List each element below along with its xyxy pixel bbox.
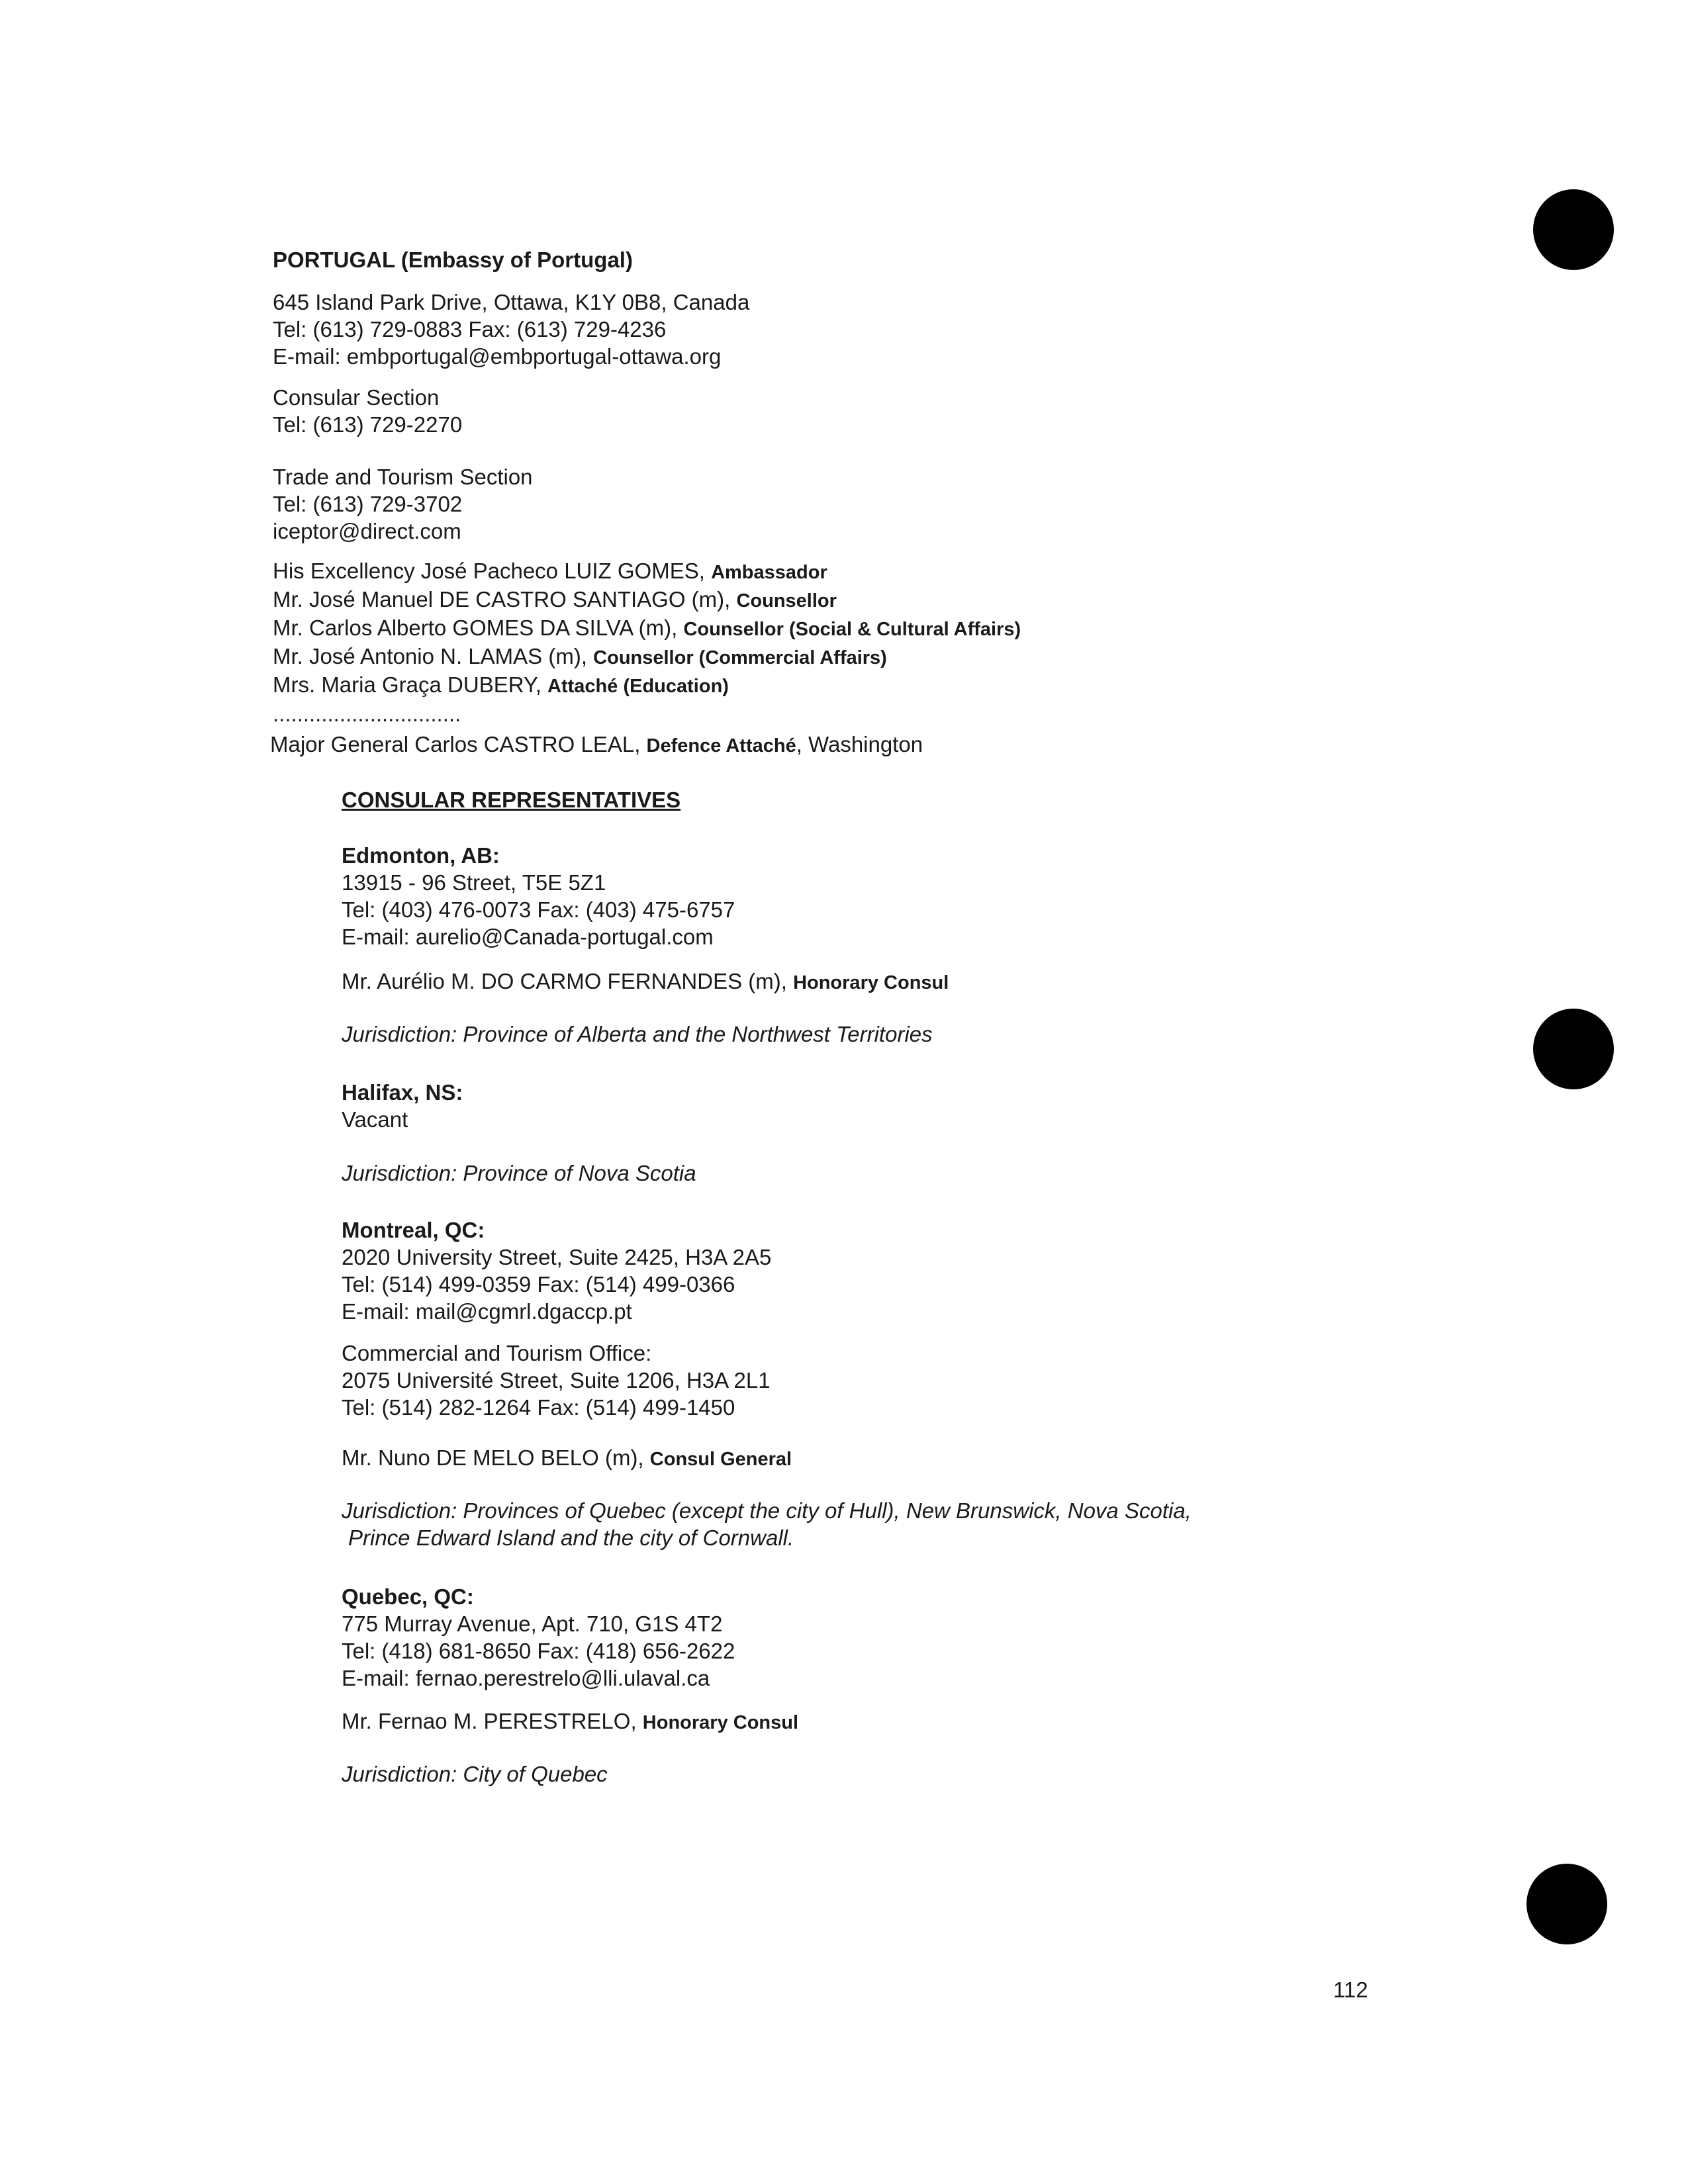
montreal-office xyxy=(342,1340,771,1421)
consul-role: Honorary Consul xyxy=(793,972,949,993)
montreal-address: 2020 University Street, Suite 2425, H3A 2A5 xyxy=(342,1245,772,1269)
embassy-tel-fax: Tel: (613) 729-0883 Fax: (613) 729-4236 xyxy=(273,317,667,341)
trade-section-email: iceptor@direct.com xyxy=(273,519,461,543)
montreal-jurisdiction-line-1: Jurisdiction: Provinces of Quebec (except the city of Hull), New Brunswick, Nova Scotia, xyxy=(342,1498,1192,1523)
trade-section xyxy=(273,463,533,545)
staff-entry xyxy=(273,557,1021,586)
montreal-email: E-mail: mail@cgmrl.dgaccp.pt xyxy=(342,1299,632,1324)
consular-section xyxy=(273,384,462,438)
defence-suffix: , Washington xyxy=(796,732,923,756)
quebec-tel-fax: Tel: (418) 681-8650 Fax: (418) 656-2622 xyxy=(342,1639,735,1663)
halifax-status: Vacant xyxy=(342,1107,408,1132)
staff-title: Ambassador xyxy=(711,562,827,583)
embassy-staff-list xyxy=(273,557,1021,727)
montreal-city: Montreal, QC: xyxy=(342,1218,485,1242)
halifax-block xyxy=(342,1079,463,1133)
staff-entry xyxy=(273,643,1021,672)
consul-role: Honorary Consul xyxy=(642,1712,799,1733)
montreal-jurisdiction-line-2: Prince Edward Island and the city of Cornwall. xyxy=(348,1525,794,1550)
quebec-consul xyxy=(342,1707,798,1737)
embassy-contact xyxy=(273,289,749,370)
quebec-city: Quebec, QC: xyxy=(342,1584,474,1609)
consular-section-tel: Tel: (613) 729-2270 xyxy=(273,412,463,437)
staff-name: Mr. José Manuel DE CASTRO SANTIAGO (m), xyxy=(273,587,737,612)
montreal-block xyxy=(342,1216,771,1325)
staff-name: Mr. José Antonio N. LAMAS (m), xyxy=(273,644,594,668)
staff-name: His Excellency José Pacheco LUIZ GOMES, xyxy=(273,559,712,583)
staff-entry xyxy=(273,614,1021,643)
edmonton-block xyxy=(342,842,735,950)
staff-entry xyxy=(273,671,1021,700)
edmonton-address: 13915 - 96 Street, T5E 5Z1 xyxy=(342,870,606,895)
quebec-address: 775 Murray Avenue, Apt. 710, G1S 4T2 xyxy=(342,1612,723,1636)
consul-role: Consul General xyxy=(649,1449,792,1470)
edmonton-city: Edmonton, AB: xyxy=(342,843,500,868)
staff-title: Counsellor (Social & Cultural Affairs) xyxy=(683,619,1021,640)
edmonton-consul xyxy=(342,968,949,997)
trade-section-label: Trade and Tourism Section xyxy=(273,465,533,489)
edmonton-email: E-mail: aurelio@Canada-portugal.com xyxy=(342,925,714,949)
montreal-consul xyxy=(342,1444,792,1473)
trade-section-tel: Tel: (613) 729-3702 xyxy=(273,492,463,516)
edmonton-tel-fax: Tel: (403) 476-0073 Fax: (403) 475-6757 xyxy=(342,897,735,922)
consul-name: Mr. Fernao M. PERESTRELO, xyxy=(342,1709,643,1733)
quebec-email: E-mail: fernao.perestrelo@lli.ulaval.ca xyxy=(342,1666,710,1690)
embassy-email: E-mail: embportugal@embportugal-ottawa.org xyxy=(273,344,722,369)
halifax-city: Halifax, NS: xyxy=(342,1080,463,1105)
embassy-address: 645 Island Park Drive, Ottawa, K1Y 0B8, Canada xyxy=(273,290,750,314)
staff-name: Mr. Carlos Alberto GOMES DA SILVA (m), xyxy=(273,615,684,640)
defence-attache-entry xyxy=(270,731,923,760)
consul-name: Mr. Nuno DE MELO BELO (m), xyxy=(342,1445,650,1470)
consul-name: Mr. Aurélio M. DO CARMO FERNANDES (m), xyxy=(342,969,794,993)
quebec-jurisdiction: Jurisdiction: City of Quebec xyxy=(342,1762,608,1786)
montreal-office-address: 2075 Université Street, Suite 1206, H3A 2L1 xyxy=(342,1368,771,1392)
consular-heading: CONSULAR REPRESENTATIVES xyxy=(342,788,681,812)
binder-hole-middle xyxy=(1533,1009,1614,1089)
staff-title: Counsellor (Commercial Affairs) xyxy=(593,647,887,668)
montreal-jurisdiction xyxy=(342,1497,1192,1551)
defence-name: Major General Carlos CASTRO LEAL, xyxy=(270,732,647,756)
quebec-block xyxy=(342,1583,735,1692)
montreal-tel-fax: Tel: (514) 499-0359 Fax: (514) 499-0366 xyxy=(342,1272,735,1297)
montreal-office-tel: Tel: (514) 282-1264 Fax: (514) 499-1450 xyxy=(342,1395,735,1420)
montreal-office-label: Commercial and Tourism Office: xyxy=(342,1341,652,1365)
edmonton-jurisdiction: Jurisdiction: Province of Alberta and the Northwest Territories xyxy=(342,1022,933,1046)
binder-hole-top xyxy=(1533,189,1614,270)
halifax-jurisdiction: Jurisdiction: Province of Nova Scotia xyxy=(342,1161,696,1185)
embassy-title: PORTUGAL (Embassy of Portugal) xyxy=(273,248,633,272)
consular-section-label: Consular Section xyxy=(273,385,440,410)
page-number: 112 xyxy=(1333,1978,1368,2002)
staff-name: Mrs. Maria Graça DUBERY, xyxy=(273,672,548,697)
staff-title: Attaché (Education) xyxy=(547,676,729,697)
staff-title: Counsellor xyxy=(736,590,837,612)
staff-entry xyxy=(273,586,1021,615)
dotted-separator: ............................... xyxy=(273,702,461,726)
defence-title: Defence Attaché xyxy=(646,735,796,756)
binder-hole-bottom xyxy=(1526,1864,1607,1944)
